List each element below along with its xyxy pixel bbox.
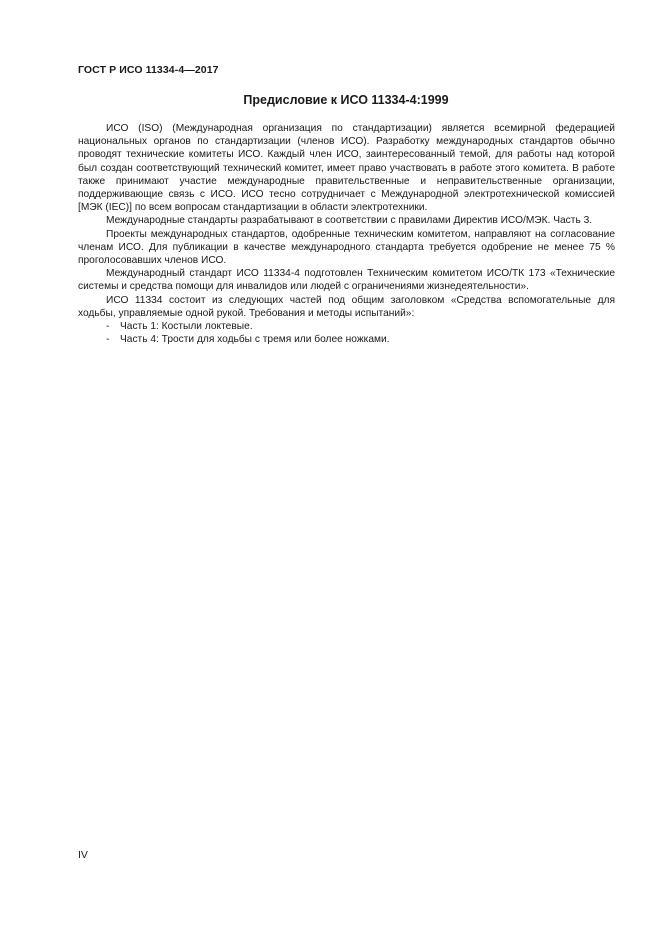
list-item-text: Часть 4: Трости для ходьбы с тремя или более ножками. bbox=[120, 334, 390, 346]
paragraph-iso-intro: ИСО (ISO) (Международная организация по стандартизации) является всемирной федерацией национальных органов по стандартизации (членов ИСО). Разработку международных стандартов обычно проводят технические комитеты ИСО. Каждый член ИСО, заинтересованный темой, для работы над которой был создан соответствующий технический комитет, имеет право участвовать в работе этого комитета. В работе также принимают участие международные правительственные и неправительственные организации, поддерживающие связь с ИСО. ИСО тесно сотрудничает с Международной электротехнической комиссией [МЭК (IEC)] по всем вопросам стандартизации в области электротехники. bbox=[78, 123, 615, 214]
document-code: ГОСТ Р ИСО 11334-4—2017 bbox=[78, 64, 219, 76]
list-item bbox=[78, 333, 615, 346]
dash-marker: - bbox=[106, 321, 110, 333]
list-item bbox=[78, 320, 615, 333]
page-number: IV bbox=[78, 849, 88, 861]
body-text bbox=[78, 122, 615, 346]
list-item-text: Часть 1: Костыли локтевые. bbox=[120, 321, 253, 333]
dash-marker: - bbox=[106, 334, 110, 346]
paragraph-approval: Проекты международных стандартов, одобренные техническим комитетом, направляют на согласование членам ИСО. Для публикации в качестве международного стандарта требуется одобрение не менее 75 % проголосовавших членов ИСО. bbox=[78, 228, 615, 267]
paragraph-parts: ИСО 11334 состоит из следующих частей под общим заголовком «Средства вспомогательные для ходьбы, управляемые одной рукой. Требования и методы испытаний»: bbox=[78, 294, 615, 319]
section-title: Предисловие к ИСО 11334-4:1999 bbox=[243, 93, 449, 107]
paragraph-committee: Международный стандарт ИСО 11334-4 подготовлен Техническим комитетом ИСО/ТК 173 «Технические системы и средства помощи для инвалидов или людей с ограничениями жизнедеятельности». bbox=[78, 268, 615, 293]
paragraph-directives: Международные стандарты разрабатывают в соответствии с правилами Директив ИСО/МЭК. Часть 3. bbox=[106, 215, 593, 227]
